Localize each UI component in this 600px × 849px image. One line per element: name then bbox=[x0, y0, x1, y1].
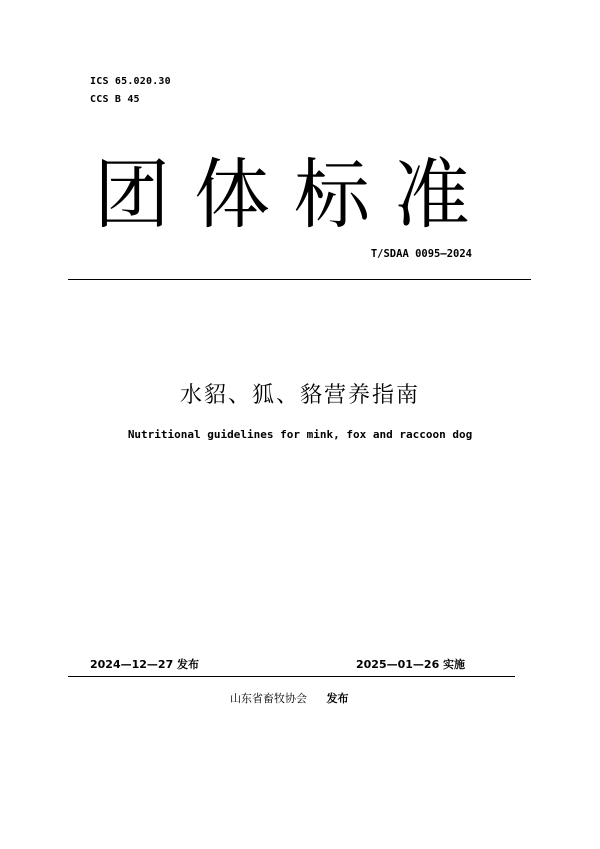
issuing-organization: 山东省畜牧协会 bbox=[230, 692, 307, 705]
ics-code: ICS 65.020.30 bbox=[90, 76, 171, 87]
implementation-date: 2025—01—26 实施 bbox=[356, 658, 466, 671]
document-type-heading: 团体标准 bbox=[94, 150, 494, 239]
standard-number: T/SDAA 0095—2024 bbox=[370, 248, 472, 260]
issuer-line bbox=[230, 690, 349, 706]
top-divider bbox=[68, 279, 531, 280]
ccs-code: CCS B 45 bbox=[90, 94, 140, 105]
bottom-divider bbox=[68, 676, 515, 677]
title-chinese: 水貂、狐、貉营养指南 bbox=[179, 383, 420, 408]
classification-codes bbox=[90, 73, 171, 109]
title-english: Nutritional guidelines for mink, fox and raccoon dog bbox=[127, 428, 473, 441]
issue-action: 发布 bbox=[326, 692, 349, 705]
publish-date: 2024—12—27 发布 bbox=[90, 658, 200, 671]
